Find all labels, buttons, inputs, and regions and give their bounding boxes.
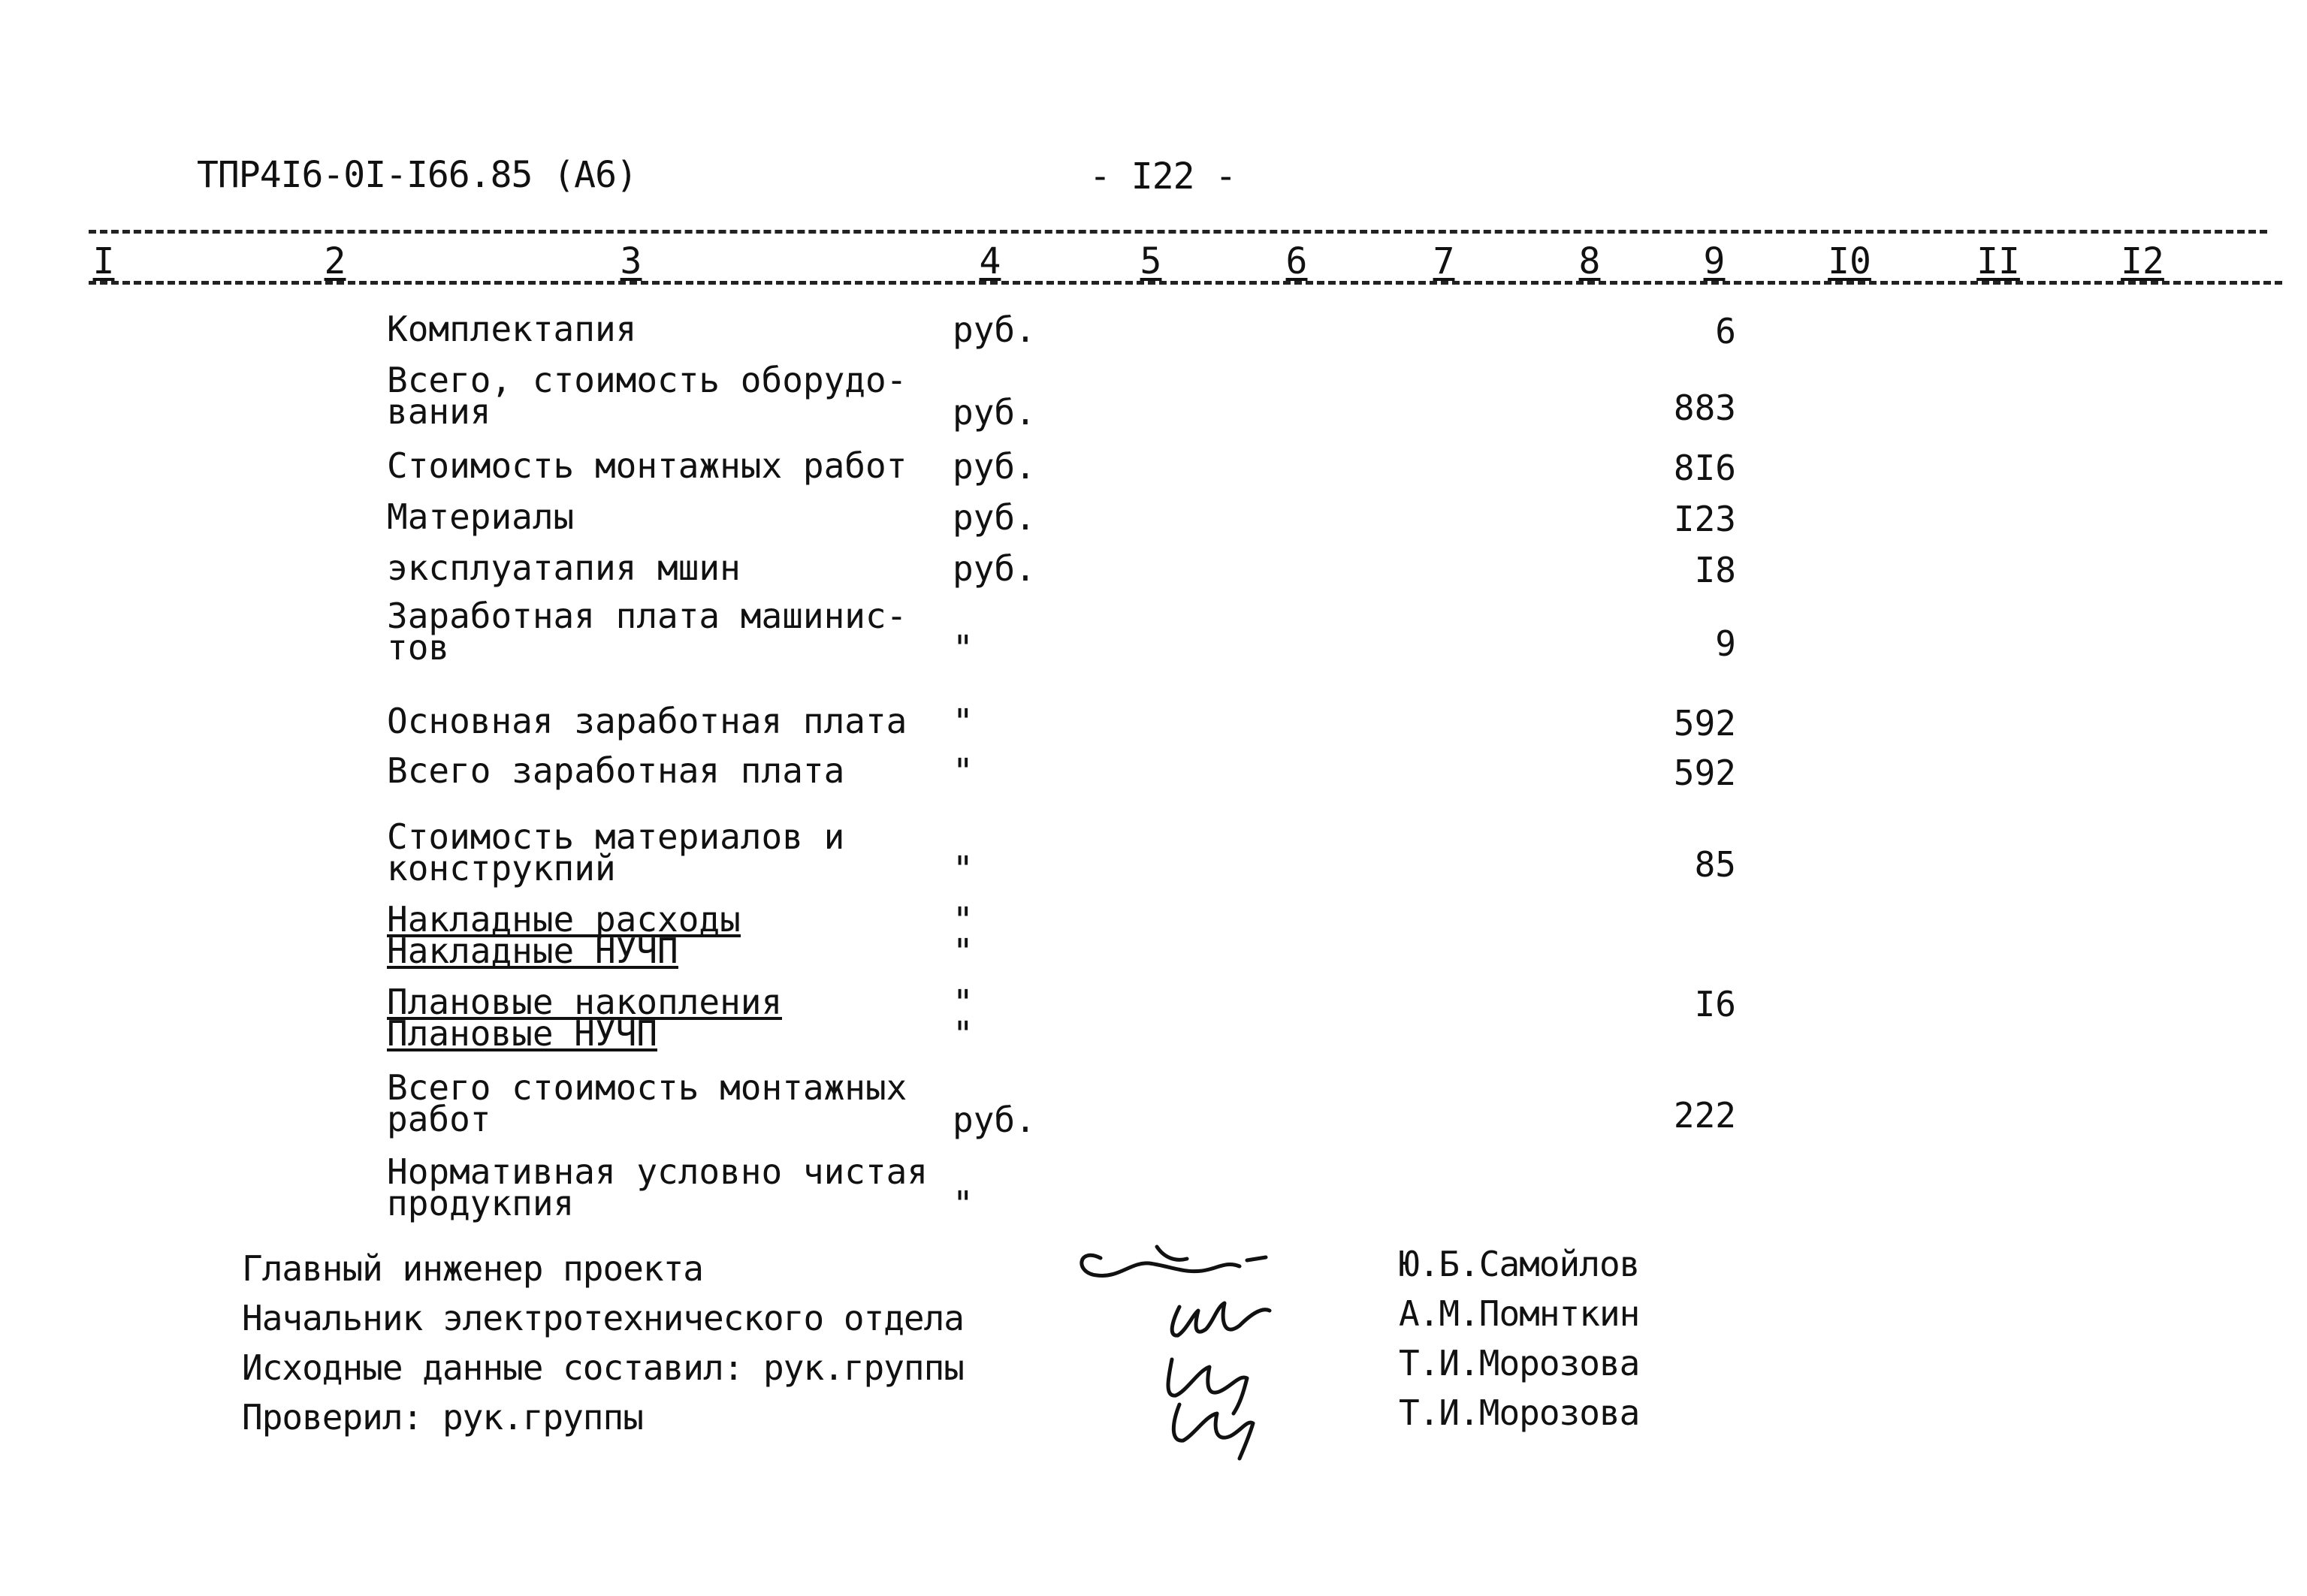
row-label: Стоимость монтажных работ	[387, 445, 907, 486]
row-unit: руб.	[953, 1100, 1036, 1140]
row-value: I23	[1673, 499, 1736, 539]
row-label: конструкпий	[387, 848, 616, 889]
signature-role: Проверил: рук.группы	[242, 1397, 643, 1438]
row-unit: руб.	[953, 548, 1036, 589]
row-label: эксплуатапия мшин	[387, 548, 741, 588]
signature-name: А.М.Помнткин	[1399, 1293, 1640, 1334]
row-unit: " "	[953, 982, 974, 1054]
row-value: 592	[1673, 703, 1736, 744]
row-unit: "	[953, 1184, 974, 1224]
page-number: - I22 -	[1089, 155, 1237, 198]
row-unit: "	[953, 628, 974, 668]
row-value: I6	[1694, 984, 1736, 1024]
column-number-11: II	[1976, 240, 2020, 282]
row-label: тов	[387, 627, 450, 668]
row-unit: руб.	[953, 309, 1036, 350]
row-label: Накладные расходы	[387, 899, 741, 940]
row-value: I8	[1694, 550, 1736, 590]
header-divider-bottom	[89, 281, 2282, 285]
column-number-10: I0	[1828, 240, 1871, 282]
row-value: 85	[1694, 844, 1736, 885]
column-number-7: 7	[1433, 240, 1455, 282]
signature-role: Главный инженер проекта	[242, 1248, 703, 1289]
column-number-2: 2	[324, 240, 346, 282]
column-number-3: 3	[620, 240, 642, 282]
row-unit: " "	[953, 900, 974, 972]
column-number-6: 6	[1285, 240, 1308, 282]
row-label: вания	[387, 391, 491, 432]
row-label: Всего, стоимость оборудо-	[387, 360, 907, 400]
signature-role: Начальник электротехнического отдела	[242, 1298, 964, 1338]
row-label: Накладные НУЧП	[387, 931, 678, 971]
column-number-12: I2	[2121, 240, 2164, 282]
row-label: Всего стоимость монтажных	[387, 1067, 907, 1108]
row-value: 6	[1715, 311, 1736, 351]
row-label: Плановые накопления	[387, 982, 783, 1022]
signature-morozova-2	[1173, 1404, 1253, 1459]
column-number-9: 9	[1703, 240, 1726, 282]
column-number-1: I	[92, 240, 115, 282]
row-value: 592	[1673, 753, 1736, 793]
row-label: Нормативная условно чистая	[387, 1151, 929, 1192]
row-label: работ	[387, 1099, 491, 1139]
row-unit: руб.	[953, 392, 1036, 433]
header-divider-top	[89, 230, 2267, 234]
row-value: 222	[1673, 1095, 1736, 1136]
row-label: Плановые НУЧП	[387, 1013, 658, 1054]
row-unit: "	[953, 751, 974, 792]
row-value: 8I6	[1673, 448, 1736, 488]
row-label: Всего заработная плата	[387, 750, 845, 791]
row-unit: руб.	[953, 446, 1036, 487]
signature-samoylov	[1082, 1247, 1266, 1275]
row-label: Материалы	[387, 496, 575, 537]
row-unit: руб.	[953, 497, 1036, 538]
signature-name: Ю.Б.Самойлов	[1399, 1244, 1640, 1284]
signature-role: Исходные данные составил: рук.группы	[242, 1347, 964, 1388]
column-number-5: 5	[1140, 240, 1162, 282]
row-unit: "	[953, 849, 974, 889]
row-label: Основная заработная плата	[387, 701, 907, 741]
document-code: ТПР4I6-0I-I66.85 (А6)	[197, 154, 637, 196]
signature-name: Т.И.Морозова	[1399, 1343, 1640, 1383]
handwritten-signatures	[1059, 1217, 1375, 1465]
column-number-4: 4	[979, 240, 1001, 282]
row-label: Стоимость материалов и	[387, 816, 845, 857]
row-label: Комплектапия	[387, 309, 637, 349]
signature-name: Т.И.Морозова	[1399, 1392, 1640, 1433]
column-number-8: 8	[1578, 240, 1601, 282]
row-label: Заработная плата машинис-	[387, 596, 907, 636]
row-value: 883	[1673, 388, 1736, 428]
row-value: 9	[1715, 623, 1736, 664]
signature-pomnitkin	[1172, 1303, 1270, 1335]
row-label: продукпия	[387, 1183, 575, 1223]
row-unit: "	[953, 701, 974, 742]
